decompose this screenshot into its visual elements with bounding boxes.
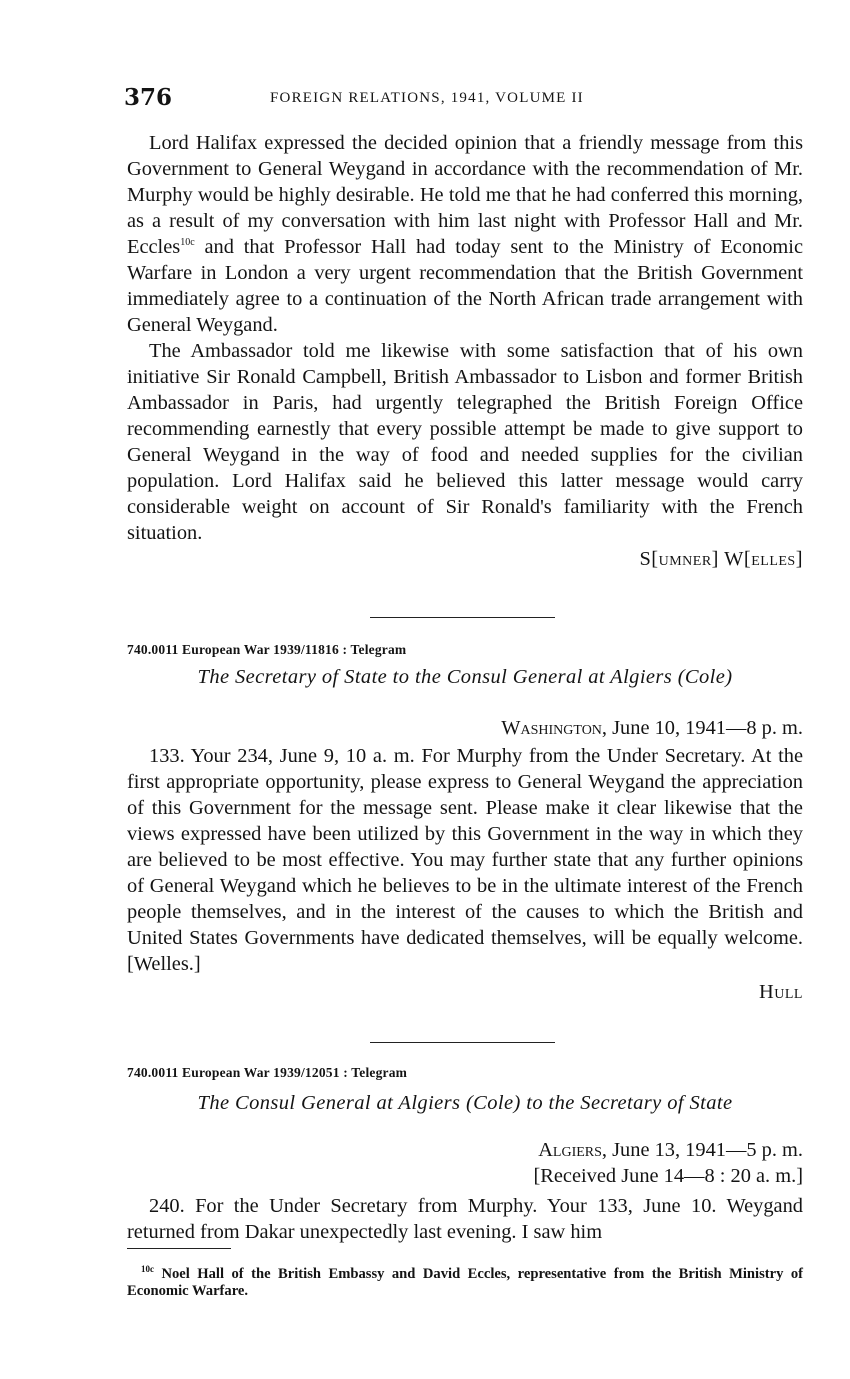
section-divider [370,1042,555,1043]
document-title: The Secretary of State to the Consul General at Algiers (Cole) [197,666,733,688]
section-divider [370,617,555,618]
running-title: FOREIGN RELATIONS, 1941, VOLUME II [270,90,584,106]
footnote-rule [127,1248,231,1249]
telegram-body: 240. For the Under Secretary from Murphy. Your 133, June 10. Weygand returned from Dakar unexpectedly last evening. I saw him [127,1195,803,1243]
footnote-mark: 10c [141,1264,154,1274]
document-title: The Consul General at Algiers (Cole) to the Secretary of State [197,1092,733,1114]
dateline-date: , June 10, 1941—8 p. m. [601,717,803,739]
footnote [127,1266,803,1300]
file-reference: 740.0011 European War 1939/12051 : Telegram [127,1065,408,1080]
telegram-body: 133. Your 234, June 9, 10 a. m. For Murphy from the Under Secretary. At the first appropriate opportunity, please express to General Weygand the appreciation of this Government for the message sent. Please make it clear likewise that the views expressed have been utilized by this Government in the way in which they are believed to be most effective. You may further state that any further opinions of General Weygand which he believes to be in the ultimate interest of the French people themselves, and in the interest of the causes to which the British and United States Governments have dedicated themselves, will be equally welcome. [Welles.] [127,745,803,975]
telegram-133 [127,743,803,1005]
telegram-240 [127,1193,803,1245]
paragraph-ambassador: The Ambassador told me likewise with some satisfaction that of his own initiative Sir Ronald Campbell, British Ambassador to Lisbon and former British Ambassador in Paris, had urgently telegraphed the British Foreign Office recommending earnestly that every possible attempt be made to give support to General Weygand in the way of food and needed supplies for the civilian population. Lord Halifax said he believed this latter message would carry considerable weight on account of Sir Ronald's familiarity with the French situation. [127,340,803,544]
page-number: 376 [124,84,173,111]
page-header [124,84,804,114]
signature-welles: S[umner] W[elles] [639,548,803,570]
file-reference: 740.0011 European War 1939/11816 : Telegram [127,642,407,657]
received-line: [Received June 14—8 : 20 a. m.] [533,1165,803,1187]
dateline-place: Washington [501,717,602,739]
paragraph-halifax: Lord Halifax expressed the decided opinion that a friendly message from this Government to General Weygand in accordance with the recommendation of Mr. Murphy would be highly desirable. He told me that he had conferred this morning, as a result of my conversation with him last night with Professor Hall and Mr. Eccles$^{10c}$ and that Professor Hall had today sent to the Ministry of Economic Warfare in London a very urgent recommendation that the British Government immediately agree to a continuation of the North African trade arrangement with General Weygand. [127,132,803,336]
footnote-text: Noel Hall of the British Embassy and David Eccles, representative from the British Ministry of Economic Warfare. [127,1266,803,1299]
dateline-date: , June 13, 1941—5 p. m. [601,1139,803,1161]
signature-hull: Hull [759,981,803,1003]
footnote-reference[interactable]: 10c [180,237,195,248]
dateline [538,1137,803,1163]
section-1 [127,130,803,572]
dateline [501,715,803,741]
dateline-place: Algiers [538,1139,602,1161]
